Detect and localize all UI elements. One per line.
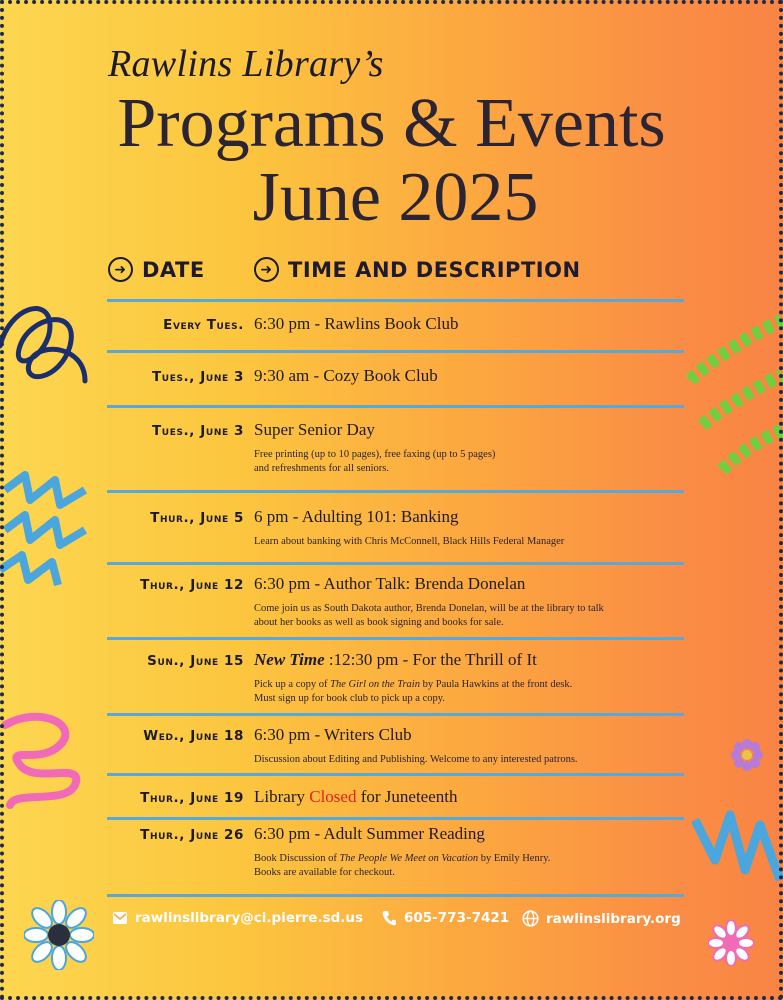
- event-description: [254, 787, 694, 807]
- page-title: Programs & Events: [117, 85, 666, 162]
- event-date: Every Tues.: [163, 317, 244, 333]
- event-details: Book Discussion of The People We Meet on Vacation by Emily Henry. Books are available for checkout.: [254, 853, 551, 878]
- event-description: [254, 650, 694, 706]
- event-date: Sun., June 15: [147, 653, 244, 669]
- event-title: 6:30 pm - Writers Club: [254, 725, 412, 744]
- divider: [107, 637, 684, 640]
- white-daisy-decoration: [24, 900, 94, 970]
- event-date: Thur., June 19: [140, 790, 244, 806]
- event-description: [254, 507, 694, 549]
- divider: [107, 817, 684, 820]
- event-title: New Time :12:30 pm - For the Thrill of It: [254, 650, 537, 669]
- arrow-right-circle-icon: ➜: [108, 257, 133, 282]
- divider: [107, 773, 684, 776]
- green-dash-decoration: [682, 300, 783, 480]
- event-title: 6:30 pm - Rawlins Book Club: [254, 314, 459, 333]
- navy-squiggle-decoration: [0, 286, 100, 406]
- event-details: Come join us as South Dakota author, Brenda Donelan, will be at the library to talk about her books as well as book signing and books for sale.: [254, 603, 604, 628]
- event-description: [254, 314, 694, 334]
- event-date: Tues., June 3: [151, 369, 244, 385]
- book-title: The Girl on the Train: [330, 679, 420, 690]
- footer-email[interactable]: rawlinslibrary@ci.pierre.sd.us: [112, 910, 363, 926]
- footer-phone[interactable]: 605-773-7421: [382, 910, 509, 926]
- email-icon: [112, 911, 128, 925]
- phone-icon: [382, 910, 397, 926]
- event-title: 6 pm - Adulting 101: Banking: [254, 507, 459, 526]
- footer-website[interactable]: rawlinslibrary.org: [522, 910, 681, 927]
- event-date: Thur., June 12: [140, 577, 244, 593]
- page-title-date: June 2025: [252, 159, 539, 236]
- date-column-header: ➜ DATE: [108, 257, 205, 282]
- event-details: Free printing (up to 10 pages), free faxing (up to 5 pages) and refreshments for all seniors.: [254, 449, 496, 474]
- divider: [107, 350, 684, 353]
- event-description: [254, 420, 694, 476]
- event-title: 6:30 pm - Adult Summer Reading: [254, 824, 485, 843]
- event-details: Pick up a copy of The Girl on the Train by Paula Hawkins at the front desk. Must sign up for book club to pick up a copy.: [254, 679, 573, 704]
- book-title: The People We Meet on Vacation: [339, 853, 479, 864]
- closed-label: Closed: [309, 787, 357, 806]
- divider: [107, 490, 684, 493]
- divider: [107, 299, 684, 302]
- event-description: [254, 725, 694, 767]
- event-details: Discussion about Editing and Publishing. Welcome to any interested patrons.: [254, 754, 578, 765]
- event-title: Super Senior Day: [254, 420, 375, 439]
- new-time-label: New Time: [254, 650, 325, 669]
- pink-scribble-decoration: [0, 705, 95, 815]
- event-description: [254, 366, 694, 386]
- event-date: Thur., June 26: [140, 827, 244, 843]
- arrow-right-circle-icon: ➜: [254, 257, 279, 282]
- event-description: [254, 574, 694, 630]
- divider: [107, 562, 684, 565]
- event-title: Library Closed for Juneteenth: [254, 787, 458, 806]
- event-date: Thur., June 5: [150, 510, 244, 526]
- divider: [107, 894, 684, 897]
- divider: [107, 713, 684, 716]
- event-description: [254, 824, 694, 880]
- globe-icon: [522, 910, 539, 927]
- event-details: Learn about banking with Chris McConnell, Black Hills Federal Manager: [254, 536, 565, 547]
- event-date: Tues., June 3: [151, 423, 244, 439]
- description-column-header: ➜ TIME AND DESCRIPTION: [254, 257, 581, 282]
- pink-flower-decoration: [708, 920, 754, 966]
- library-name: Rawlins Library’s: [108, 43, 384, 85]
- event-title: 9:30 am - Cozy Book Club: [254, 366, 438, 385]
- blue-zigzag-right-decoration: [690, 800, 783, 900]
- event-title: 6:30 pm - Author Talk: Brenda Donelan: [254, 574, 526, 593]
- blue-zigzag-decoration: [0, 470, 90, 590]
- divider: [107, 405, 684, 408]
- purple-flower-decoration: [730, 738, 764, 772]
- event-date: Wed., June 18: [143, 728, 244, 744]
